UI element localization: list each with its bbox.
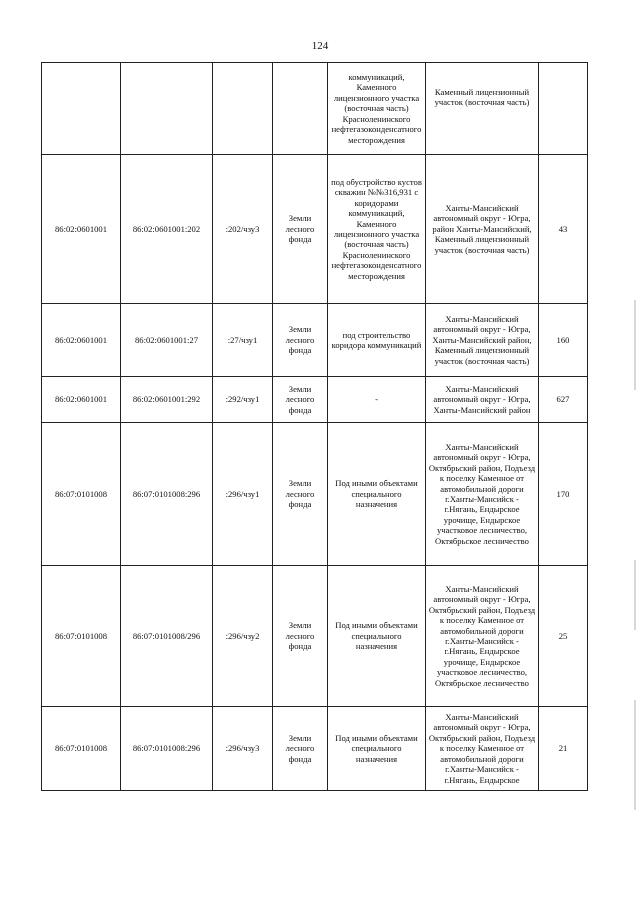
table-row <box>42 155 588 304</box>
cell-parcel: :296/чзу2 <box>213 566 273 707</box>
cell-land-category: Земли лесного фонда <box>273 423 328 566</box>
cell-purpose: под обустройство кустов скважин №№316,931 с коридорами коммуникаций, Каменного лицензионного участка (восточная часть) Красноленинского нефтегазоконденсатного месторождения <box>328 155 426 304</box>
cell-area: 25 <box>539 566 588 707</box>
cell-land-category: Земли лесного фонда <box>273 566 328 707</box>
cell-cadastral-number: 86:02:0601001:202 <box>121 155 213 304</box>
table-row <box>42 63 588 155</box>
cell-purpose: Под иными объектами специального назначения <box>328 566 426 707</box>
cell-land-category <box>273 63 328 155</box>
cell-purpose: - <box>328 377 426 423</box>
scan-artifact <box>634 560 636 630</box>
cell-area: 627 <box>539 377 588 423</box>
cell-cadastral-quarter: 86:02:0601001 <box>42 377 121 423</box>
cell-parcel: :292/чзу1 <box>213 377 273 423</box>
cell-land-category: Земли лесного фонда <box>273 155 328 304</box>
cell-cadastral-quarter: 86:02:0601001 <box>42 304 121 377</box>
cell-location: Ханты-Мансийский автономный округ - Югра, Октябрьский район, Подъезд к поселку Каменное от автомобильной дороги г.Ханты-Мансийск - г.Нягань, Ендырское <box>426 707 539 791</box>
table-row <box>42 566 588 707</box>
scan-artifact <box>634 700 636 810</box>
cell-cadastral-quarter: 86:07:0101008 <box>42 566 121 707</box>
cell-cadastral-number <box>121 63 213 155</box>
cell-cadastral-number: 86:07:0101008/296 <box>121 566 213 707</box>
cell-cadastral-quarter <box>42 63 121 155</box>
table-row <box>42 304 588 377</box>
cell-area: 170 <box>539 423 588 566</box>
page-number: 124 <box>311 40 329 52</box>
cell-area: 43 <box>539 155 588 304</box>
cell-parcel: :202/чзу3 <box>213 155 273 304</box>
cell-location: Ханты-Мансийский автономный округ - Югра, район Ханты-Мансийский, Каменный лицензионный участок (восточная часть) <box>426 155 539 304</box>
cell-land-category: Земли лесного фонда <box>273 377 328 423</box>
cell-cadastral-number: 86:07:0101008:296 <box>121 707 213 791</box>
cell-cadastral-quarter: 86:02:0601001 <box>42 155 121 304</box>
cell-parcel: :296/чзу1 <box>213 423 273 566</box>
cell-parcel <box>213 63 273 155</box>
cell-location: Ханты-Мансийский автономный округ - Югра, Октябрьский район, Подъезд к поселку Каменное от автомобильной дороги г.Ханты-Мансийск - г.Нягань, Ендырское урочище, Ендырское участковое лесничество, Октябрьское лесничество <box>426 423 539 566</box>
cell-location: Ханты-Мансийский автономный округ - Югра, Октябрьский район, Подъезд к поселку Каменное от автомобильной дороги г.Ханты-Мансийск - г.Нягань, Ендырское урочище, Ендырское участковое лесничество, Октябрьское лесничество <box>426 566 539 707</box>
cell-land-category: Земли лесного фонда <box>273 707 328 791</box>
land-plots-table <box>41 62 588 791</box>
table-row <box>42 423 588 566</box>
cell-parcel: :296/чзу3 <box>213 707 273 791</box>
cell-purpose: под строительство коридора коммуникаций <box>328 304 426 377</box>
cell-area <box>539 63 588 155</box>
cell-cadastral-quarter: 86:07:0101008 <box>42 423 121 566</box>
cell-cadastral-quarter: 86:07:0101008 <box>42 707 121 791</box>
cell-location: Каменный лицензионный участок (восточная часть) <box>426 63 539 155</box>
cell-area: 160 <box>539 304 588 377</box>
table-row <box>42 707 588 791</box>
cell-land-category: Земли лесного фонда <box>273 304 328 377</box>
table-row <box>42 377 588 423</box>
cell-purpose: коммуникаций, Каменного лицензионного участка (восточная часть) Красноленинского нефтегазоконденсатного месторождения <box>328 63 426 155</box>
scan-artifact <box>634 300 636 390</box>
cell-location: Ханты-Мансийский автономный округ - Югра, Ханты-Мансийский район, Каменный лицензионный участок (восточная часть) <box>426 304 539 377</box>
cell-cadastral-number: 86:02:0601001:292 <box>121 377 213 423</box>
cell-parcel: :27/чзу1 <box>213 304 273 377</box>
cell-location: Ханты-Мансийский автономный округ - Югра, Ханты-Мансийский район <box>426 377 539 423</box>
cell-purpose: Под иными объектами специального назначения <box>328 423 426 566</box>
cell-purpose: Под иными объектами специального назначения <box>328 707 426 791</box>
cell-cadastral-number: 86:02:0601001:27 <box>121 304 213 377</box>
cell-cadastral-number: 86:07:0101008:296 <box>121 423 213 566</box>
table-body <box>42 63 588 791</box>
cell-area: 21 <box>539 707 588 791</box>
